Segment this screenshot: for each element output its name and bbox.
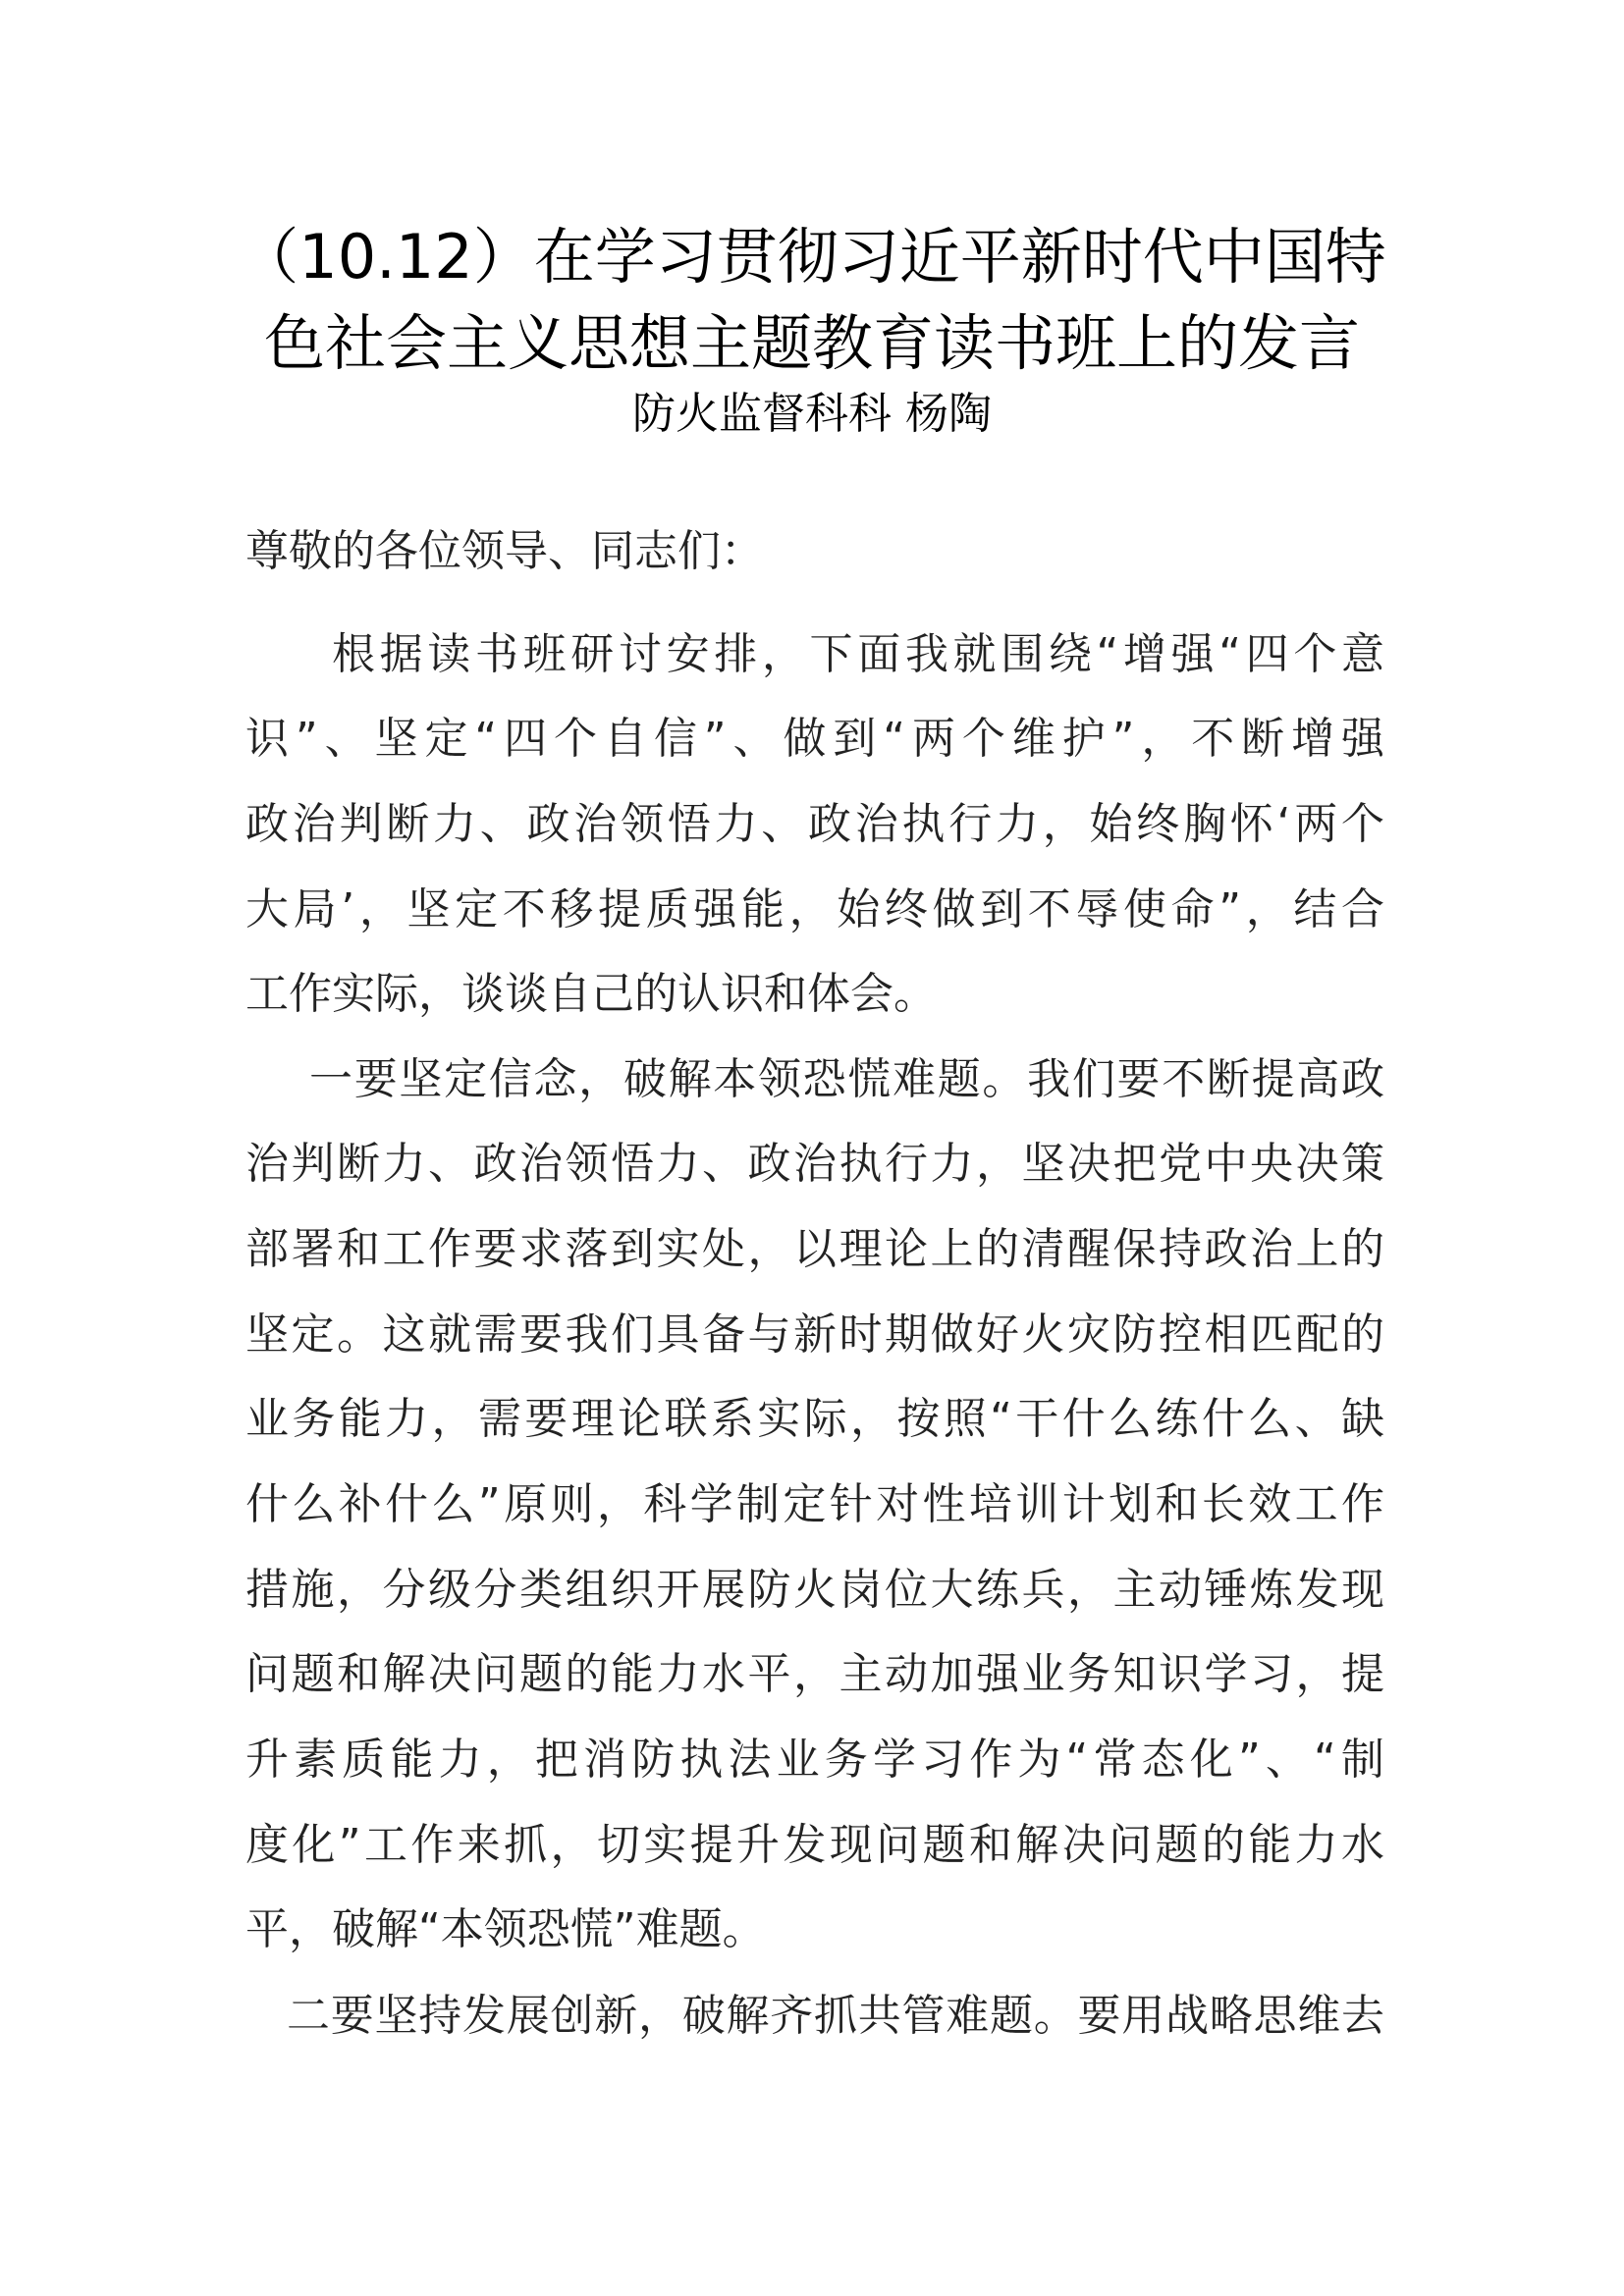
paragraph-2-line: 措施，分级分类组织开展防火岗位大练兵，主动锤炼发现 <box>245 1565 1384 1615</box>
paragraph-2-line: 部署和工作要求落到实处，以理论上的清醒保持政治上的 <box>245 1224 1384 1274</box>
salutation: 尊敬的各位领导、同志们： <box>245 526 764 576</box>
document-title-line-1: （10.12）在学习贯彻习近平新时代中国特 <box>238 221 1386 293</box>
author-byline: 防火监督科科 杨陶 <box>632 389 992 439</box>
paragraph-1-line: 政治判断力、政治领悟力、政治执行力，始终胸怀‘两个 <box>245 799 1384 849</box>
paragraph-2-line: 坚定。这就需要我们具备与新时期做好火灾防控相匹配的 <box>245 1309 1384 1360</box>
paragraph-1-line: 工作实际，谈谈自己的认识和体会。 <box>245 969 937 1019</box>
paragraph-2-line: 治判断力、政治领悟力、政治执行力，坚决把党中央决策 <box>245 1139 1384 1189</box>
paragraph-1-line: 大局’，坚定不移提质强能，始终做到不辱使命”，结合 <box>245 884 1384 934</box>
paragraph-2-line: 一要坚定信念，破解本领恐慌难题。我们要不断提高政 <box>309 1054 1384 1104</box>
paragraph-2-line: 升素质能力，把消防执法业务学习作为“常态化”、“制 <box>245 1735 1384 1785</box>
paragraph-3-line: 二要坚持发展创新，破解齐抓共管难题。要用战略思维去 <box>287 1991 1384 2041</box>
paragraph-1-line: 根据读书班研讨安排，下面我就围绕“增强“四个意 <box>332 629 1384 679</box>
paragraph-2-line: 问题和解决问题的能力水平，主动加强业务知识学习，提 <box>245 1649 1384 1699</box>
paragraph-2-line: 平，破解“本领恐慌”难题。 <box>245 1904 766 1954</box>
paragraph-2-line: 度化”工作来抓，切实提升发现问题和解决问题的能力水 <box>245 1820 1384 1870</box>
paragraph-2-line: 业务能力，需要理论联系实际，按照“干什么练什么、缺 <box>245 1394 1384 1444</box>
paragraph-2-line: 什么补什么”原则，科学制定针对性培训计划和长效工作 <box>245 1479 1384 1529</box>
document-title-line-2: 色社会主义思想主题教育读书班上的发言 <box>263 307 1360 379</box>
paragraph-1-line: 识”、坚定“四个自信”、做到“两个维护”，不断增强 <box>245 714 1384 764</box>
